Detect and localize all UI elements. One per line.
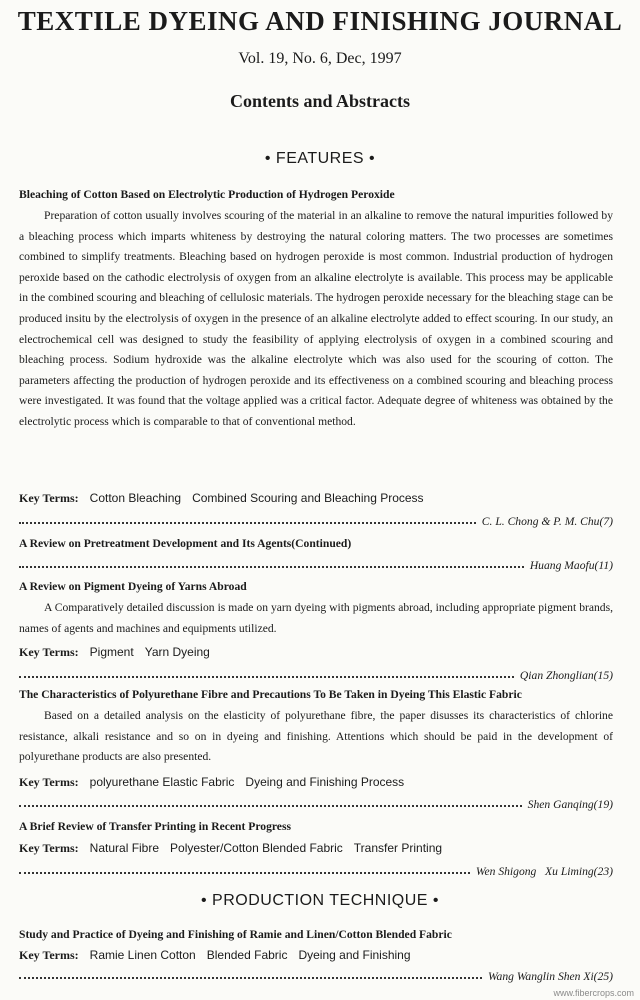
author-line (19, 795, 613, 811)
key-terms-line (19, 491, 619, 506)
author-line (19, 512, 613, 528)
dot-leader (19, 676, 514, 678)
key-term: polyurethane Elastic Fabric (89, 775, 235, 789)
article-title: A Review on Pigment Dyeing of Yarns Abroad (19, 580, 247, 593)
section-heading-features: • FEATURES • (264, 150, 376, 167)
article-title: The Characteristics of Polyurethane Fibre and Precautions To Be Taken in Dyeing This Elastic Fabric (19, 688, 522, 701)
article-title: Bleaching of Cotton Based on Electrolytic Production of Hydrogen Peroxide (19, 188, 395, 201)
key-term: Cotton Bleaching (89, 491, 182, 505)
author-line (19, 556, 613, 572)
dot-leader (19, 805, 522, 807)
watermark: www.fibercrops.com (553, 988, 634, 998)
author-line (19, 967, 613, 983)
article-title: A Review on Pretreatment Development and Its Agents(Continued) (19, 537, 352, 550)
section-heading-production-technique: • PRODUCTION TECHNIQUE • (200, 892, 440, 909)
article-abstract: A Comparatively detailed discussion is made on yarn dyeing with pigments abroad, including appropriate pigment brands, names of agents and machines and equipments utilized. (19, 601, 613, 635)
key-term: Yarn Dyeing (144, 645, 210, 659)
dot-leader (19, 566, 524, 568)
journal-title: TEXTILE DYEING AND FINISHING JOURNAL (17, 6, 623, 36)
article-author: Wen Shigong Xu Liming(23) (475, 865, 613, 878)
key-terms-label: Key Terms: (19, 491, 79, 505)
dot-leader (19, 977, 482, 979)
key-term: Natural Fibre (89, 841, 160, 855)
key-terms-line (19, 841, 619, 856)
key-term: Polyester/Cotton Blended Fabric (170, 841, 343, 855)
article-author: Huang Maofu(11) (529, 559, 613, 572)
author-line (19, 666, 613, 682)
article-abstract: Based on a detailed analysis on the elasticity of polyurethane fibre, the paper disusses its characteristics of chlorine resistance, alkali resistance and so on in dyeing and finishing. Attentions which should be paid in the development of polyurethane products are also presented. (19, 709, 613, 764)
dot-leader (19, 522, 476, 524)
key-term: Combined Scouring and Bleaching Process (192, 491, 424, 505)
issue-info: Vol. 19, No. 6, Dec, 1997 (238, 50, 402, 67)
author-line (19, 862, 613, 878)
article-abstract: Preparation of cotton usually involves scouring of the material in an alkaline to remove the natural impurities followed by a bleaching process which imparts whiteness by destroying the natural coloring matters. The two processes are sometimes combined to simplify treatments. Bleaching based on hydrogen peroxide is most common. Industrial production of hydrogen peroxide based on the cathodic electrolysis of oxygen from an alkaline electrolyte is available. This process may be applicable in the combined scouring and bleaching of cellulosic materials. The hydrogen peroxide necessary for the bleaching stage can be produced insitu by the electrolysis of oxygen in the presence of an alkaline electrolyte added to effect scouring. In our study, an electrochemical cell was designed to study the feasibility of applying electrolysis of oxygen in a combined scouring and bleaching process. Sodium hydroxide was the alkaline electrolyte which was also used for the scouring of cotton. The parameters affecting the production of hydrogen peroxide and its effectiveness on a combined scouring and bleaching process were investigated. It was found that the voltage applied was a critical factor. Adequate degree of whiteness was obtained by the electrolytic process which is comparable to that of conventional method. (19, 209, 613, 428)
key-terms-line (19, 948, 619, 963)
key-term: Pigment (89, 645, 134, 659)
key-terms-line (19, 775, 619, 790)
contents-title: Contents and Abstracts (229, 91, 411, 111)
key-terms-label: Key Terms: (19, 948, 79, 962)
key-term: Transfer Printing (353, 841, 443, 855)
article-title: A Brief Review of Transfer Printing in Recent Progress (19, 820, 291, 833)
key-terms-label: Key Terms: (19, 775, 79, 789)
article-author: Qian Zhonglian(15) (519, 669, 613, 682)
key-term: Dyeing and Finishing Process (245, 775, 405, 789)
key-terms-label: Key Terms: (19, 841, 79, 855)
dot-leader (19, 872, 470, 874)
key-term: Blended Fabric (206, 948, 288, 962)
key-term: Ramie Linen Cotton (89, 948, 196, 962)
article-author: C. L. Chong & P. M. Chu(7) (481, 515, 613, 528)
key-terms-line (19, 645, 619, 660)
key-terms-label: Key Terms: (19, 645, 79, 659)
article-title: Study and Practice of Dyeing and Finishing of Ramie and Linen/Cotton Blended Fabric (19, 928, 452, 941)
key-term: Dyeing and Finishing (298, 948, 411, 962)
article-author: Shen Ganqing(19) (527, 798, 613, 811)
article-author: Wang Wanglin Shen Xi(25) (487, 970, 613, 983)
